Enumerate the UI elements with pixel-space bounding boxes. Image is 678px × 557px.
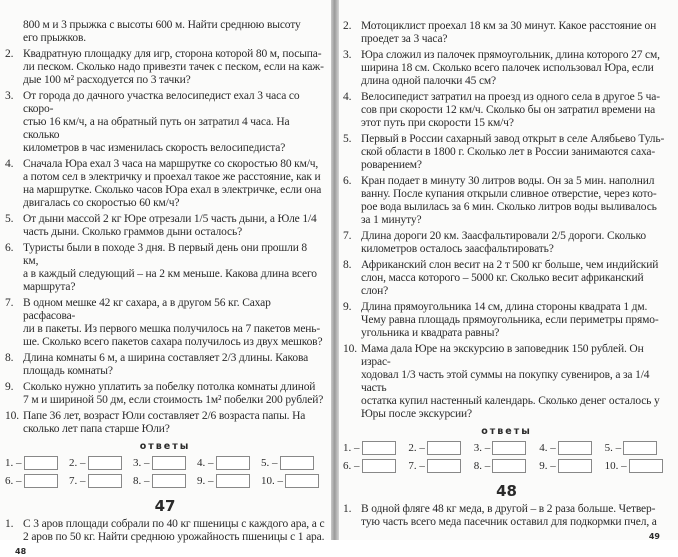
answer-item	[408, 441, 473, 456]
answer-label: 2. –	[408, 442, 425, 454]
answer-item	[5, 456, 69, 471]
problem-line: площадь комнаты?	[23, 365, 113, 377]
problem-number: 3.	[343, 49, 352, 61]
problem-line: Туристы были в походе 3 дня. В первый день они прошли 8 км,	[23, 242, 308, 267]
problem	[343, 49, 670, 88]
problem-line: Кран подает в минуту 30 литров воды. Он за 5 мин. наполнил	[361, 175, 655, 187]
answer-input-box[interactable]	[216, 456, 250, 470]
problem-line: ли песком. Сколько надо привезти тачек с песком, если на каж-	[23, 61, 324, 73]
problem-text	[361, 503, 670, 529]
problem-number: 8.	[343, 259, 352, 271]
answers-heading: ответы	[139, 441, 191, 452]
answers-grid	[343, 441, 670, 474]
problem-number: 6.	[343, 175, 352, 187]
answer-label: 9. –	[539, 460, 556, 472]
problem-line: Юра сложил из палочек прямоугольник, длина которого 27 см,	[361, 49, 660, 61]
answer-label: 6. –	[5, 475, 22, 487]
problem-line: Сколько нужно уплатить за побелку потолка комнаты длиной	[23, 381, 316, 393]
problem-line: километров осталось заасфальтировать?	[361, 243, 554, 255]
problem-number: 10.	[343, 343, 357, 355]
problem-line: Велосипедист затратил на проезд из одного села в другое 5 ча-	[361, 91, 660, 103]
answer-item	[261, 474, 325, 489]
problem	[343, 133, 670, 172]
problem-line: а потом сел в электричку и проехал такое же расстояние, как и	[23, 171, 321, 183]
problem-line: дые 100 м² расходуется по 3 тачки?	[23, 74, 191, 86]
problem-text	[23, 158, 325, 210]
section-number: 47	[154, 497, 176, 515]
problem-text	[23, 213, 325, 239]
right-page	[339, 0, 678, 540]
problem-line: В одном мешке 42 кг сахара, а в другом 56 кг. Сахар расфасова-	[23, 297, 271, 322]
problem-text	[23, 381, 325, 407]
problem	[5, 381, 325, 407]
problem-text	[23, 297, 325, 349]
problem-number: 9.	[343, 301, 352, 313]
answer-label: 1. –	[5, 457, 22, 469]
answer-input-box[interactable]	[623, 441, 657, 455]
problem-number: 3.	[5, 90, 14, 102]
answer-input-box[interactable]	[88, 456, 122, 470]
problem	[343, 20, 670, 46]
answer-item	[197, 456, 261, 471]
problem-line: слон, масса которого – 5000 кг. Сколько весит африканский слон?	[361, 272, 644, 297]
answer-item	[474, 441, 539, 456]
answer-input-box[interactable]	[558, 441, 592, 455]
answer-input-box[interactable]	[629, 459, 663, 473]
problem-line: а в каждый следующий – на 2 км меньше. Какова длина всего	[23, 268, 317, 280]
problem-number: 7.	[343, 230, 352, 242]
answer-label: 1. –	[343, 442, 360, 454]
problem	[343, 301, 670, 340]
problem	[5, 19, 325, 45]
problem-line: Мама дала Юре на экскурсию в заповедник 150 рублей. Он израс-	[361, 343, 644, 368]
problem-line: Юры после экскурсии?	[361, 408, 472, 420]
problem-number: 9.	[5, 381, 14, 393]
answer-input-box[interactable]	[427, 441, 461, 455]
problem	[5, 410, 325, 436]
left-page	[0, 0, 331, 556]
problem-line: километров в час изменилась скорость велосипедиста?	[23, 142, 286, 154]
problem-number: 6.	[5, 242, 14, 254]
problem-line: ванну. После купания открыли сливное отверстие, через кото-	[361, 188, 657, 200]
problem-line: Сначала Юра ехал 3 часа на маршрутке со скоростью 80 км/ч,	[23, 158, 319, 170]
problem-line: 2 аров по 50 кг. Найти среднюю урожайность пшеницы с 1 ара.	[23, 531, 325, 543]
answer-input-box[interactable]	[24, 474, 58, 488]
problem-text	[361, 175, 670, 227]
answer-item	[261, 456, 325, 471]
answer-item	[343, 459, 408, 474]
problem-line: 800 м и 3 прыжка с высоты 600 м. Найти среднюю высоту	[23, 19, 301, 31]
answer-item	[5, 474, 69, 489]
answer-label: 10. –	[261, 475, 283, 487]
answer-label: 7. –	[408, 460, 425, 472]
problem-line: Длина комнаты 6 м, а ширина составляет 2/3 длины. Какова	[23, 352, 309, 364]
problem-text	[23, 48, 325, 87]
problem-line: От города до дачного участка велосипедист ехал 3 часа со скоро-	[23, 90, 300, 115]
problem-line: ше. Сколько всего пакетов сахара получилось из двух мешков?	[23, 336, 323, 348]
problem	[5, 90, 325, 155]
problem-text	[23, 90, 325, 155]
problem-line: Квадратную площадку для игр, сторона которой 80 м, посыпа-	[23, 48, 322, 60]
answer-item	[605, 459, 670, 474]
problem-line: ходовал 1/3 часть этой суммы на покупку сувениров, а за 1/4 часть	[361, 369, 650, 394]
page-number: 49	[648, 532, 660, 541]
problem	[343, 91, 670, 130]
page-number: 48	[15, 547, 27, 556]
answer-input-box[interactable]	[362, 459, 396, 473]
problem-text	[361, 49, 670, 88]
answer-label: 7. –	[69, 475, 86, 487]
problem-line: сколько лет папа старше Юли?	[23, 423, 170, 435]
problem-number: 5.	[343, 133, 352, 145]
answer-item	[69, 456, 133, 471]
answer-label: 9. –	[197, 475, 214, 487]
problem-line: сов при скорости 12 км/ч. Сколько бы он затратил времени на	[361, 104, 656, 116]
problem-text	[23, 410, 325, 436]
answer-label: 8. –	[473, 460, 491, 472]
answer-input-box[interactable]	[558, 459, 592, 473]
answer-item	[69, 474, 133, 489]
problem-line: От дыни массой 2 кг Юре отрезали 1/5 часть дыни, а Юле 1/4	[23, 213, 317, 225]
answer-label: 4. –	[539, 442, 556, 454]
problem	[5, 213, 325, 239]
problem-line: Длина дороги 20 км. Заасфальтировали 2/5 дороги. Сколько	[361, 230, 646, 242]
problem-line: длина одной палочки 45 см?	[361, 75, 496, 87]
answer-input-box[interactable]	[362, 441, 396, 455]
problem-line: маршрута?	[23, 281, 76, 293]
book-gutter	[331, 0, 339, 540]
problem-text	[23, 518, 325, 544]
problem	[5, 518, 325, 544]
answer-label: 3. –	[473, 442, 491, 454]
answer-input-box[interactable]	[492, 459, 526, 473]
answer-label: 8. –	[133, 475, 150, 487]
problem-number: 1.	[343, 503, 352, 515]
problem-number: 4.	[5, 158, 14, 170]
problem-text	[361, 301, 670, 340]
problem-number: 8.	[5, 352, 14, 364]
problem	[343, 259, 670, 298]
problem-line: за 1 минуту?	[361, 214, 422, 226]
problem-line: двигалась со скоростью 60 км/ч?	[23, 197, 180, 209]
problem-text	[361, 259, 670, 298]
answer-input-box[interactable]	[492, 441, 526, 455]
problem-number: 4.	[343, 91, 352, 103]
problem-line: проедет за 3 часа?	[361, 33, 448, 45]
answers-heading: ответы	[481, 426, 532, 437]
problem-line: стью 16 км/ч, а на обратный путь он затратил 4 часа. На сколько	[23, 116, 290, 141]
problem-text	[23, 242, 325, 294]
problem-text	[361, 91, 670, 130]
answer-label: 3. –	[133, 457, 150, 469]
problem	[5, 242, 325, 294]
problem-line: Длина прямоугольника 14 см, длина стороны квадрата 1 дм.	[361, 301, 648, 313]
problem-line: ширина 18 см. Сколько всего палочек использовал Юра, если	[361, 62, 654, 74]
problem-number: 5.	[5, 213, 14, 225]
problem	[343, 175, 670, 227]
problem-line: на маршрутке. Сколько часов Юра ехал в электричке, если она	[23, 184, 322, 196]
answer-input-box[interactable]	[152, 474, 186, 488]
problem-line: С 3 аров площади собрали по 40 кг пшеницы с каждого ара, а с	[23, 518, 325, 530]
problem-line: угольника и квадрата равны?	[361, 327, 500, 339]
answer-item	[474, 459, 539, 474]
answer-input-box[interactable]	[427, 459, 461, 473]
answer-label: 4. –	[197, 457, 214, 469]
problem	[5, 297, 325, 349]
answer-item	[343, 441, 408, 456]
problem-line: 7 м и шириной 50 дм, если стоимость 1м² побелки 200 рублей?	[23, 394, 324, 406]
problem-line: Папе 36 лет, возраст Юли составляет 2/6 возраста папы. На	[23, 410, 306, 422]
problem-line: роварением?	[361, 159, 422, 171]
answers-grid	[5, 456, 325, 489]
problem-text	[361, 20, 670, 46]
answer-input-box[interactable]	[285, 474, 319, 488]
answer-item	[133, 474, 197, 489]
answer-label: 10. –	[604, 460, 627, 472]
answer-input-box[interactable]	[216, 474, 250, 488]
answer-item	[539, 441, 604, 456]
problem	[5, 352, 325, 378]
problem-text	[361, 230, 670, 256]
problem-number: 2.	[5, 48, 14, 60]
problem-line: этот путь при скорости 15 км/ч?	[361, 117, 514, 129]
problem-text	[23, 19, 325, 45]
problem-line: В одной фляге 48 кг меда, в другой – в 2 раза больше. Четвер-	[361, 503, 656, 515]
answer-input-box[interactable]	[280, 456, 314, 470]
problem-line: остатка купил настенный календарь. Сколько денег осталось у	[361, 395, 660, 407]
problem-line: Мотоциклист проехал 18 км за 30 минут. Какое расстояние он	[361, 20, 657, 32]
problem-text	[361, 133, 670, 172]
problem-line: рое вода вылилась за 6 мин. Сколько литров воды выливалось	[361, 201, 657, 213]
problem-text	[23, 352, 325, 378]
problem	[343, 503, 670, 529]
problem	[5, 48, 325, 87]
problem-line: ли в пакеты. Из первого мешка получилось на 7 пакетов мень-	[23, 323, 321, 335]
answer-item	[197, 474, 261, 489]
problem-line: Чему равна площадь прямоугольника, если периметры прямо-	[361, 314, 659, 326]
answer-input-box[interactable]	[88, 474, 122, 488]
problem	[5, 158, 325, 210]
problem-line: ской области в 1800 г. Сколько лет в России занимаются саха-	[361, 146, 656, 158]
problem-number: 10.	[5, 410, 19, 422]
problem-number: 2.	[343, 20, 352, 32]
problem-line: часть дыни. Сколько граммов дыни осталось?	[23, 226, 243, 238]
section-number: 48	[496, 482, 517, 500]
problem-line: тую часть всего меда пасечник оставил для подкормки пчел, а	[361, 516, 657, 528]
answer-input-box[interactable]	[24, 456, 58, 470]
answer-item	[605, 441, 670, 456]
problem	[343, 230, 670, 256]
answer-item	[133, 456, 197, 471]
answer-input-box[interactable]	[152, 456, 186, 470]
answer-label: 2. –	[69, 457, 86, 469]
answer-label: 5. –	[261, 457, 278, 469]
answer-label: 5. –	[604, 442, 622, 454]
problem-line: Первый в России сахарный завод открыт в селе Алябьево Туль-	[361, 133, 665, 145]
answer-item	[539, 459, 604, 474]
answer-item	[408, 459, 473, 474]
problem	[343, 343, 670, 421]
problem-number: 1.	[5, 518, 14, 530]
problem-number: 7.	[5, 297, 14, 309]
problem-text	[361, 343, 670, 421]
answer-label: 6. –	[343, 460, 360, 472]
problem-line: Африканский слон весит на 2 т 500 кг больше, чем индийский	[361, 259, 659, 271]
problem-line: его прыжков.	[23, 32, 86, 44]
